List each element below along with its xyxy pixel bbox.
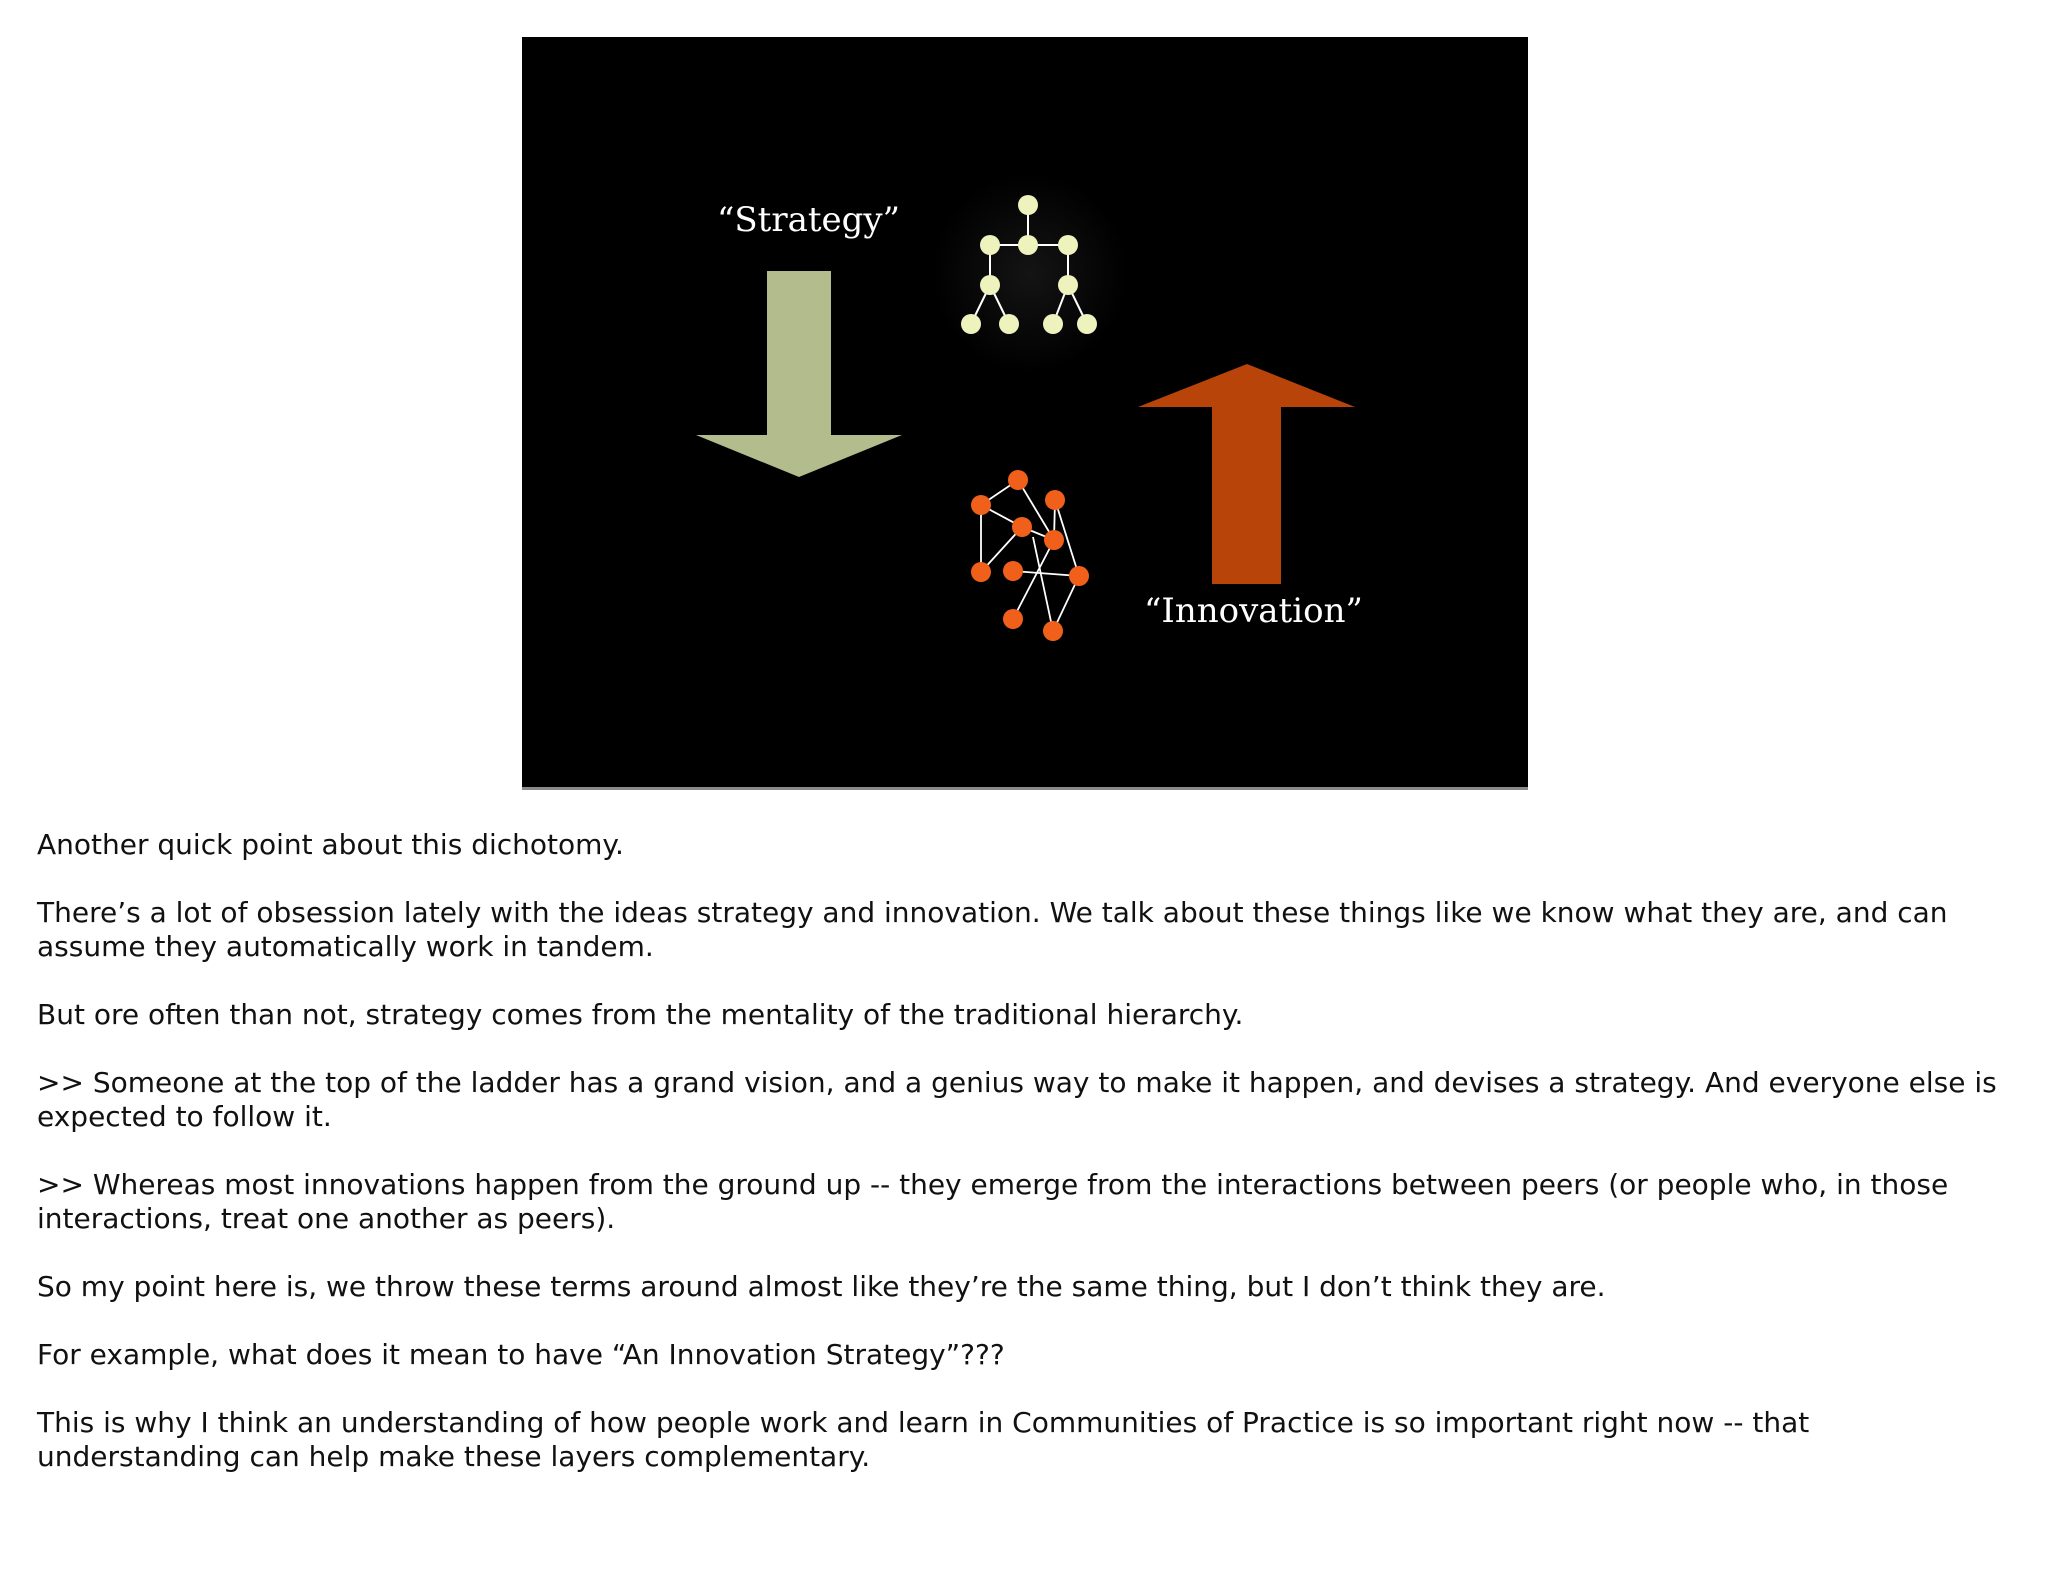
slide-graphics: [522, 37, 1528, 787]
slide: [522, 37, 1528, 790]
notes-paragraph: So my point here is, we throw these terms around almost like they’re the same thing, but I don’t think they are.: [37, 1270, 1606, 1303]
notes-paragraph: For example, what does it mean to have “An Innovation Strategy”???: [37, 1338, 1005, 1371]
hierarchy-tree-icon: [932, 173, 1128, 373]
speaker-notes: [37, 828, 2012, 1508]
notes-paragraph: This is why I think an understanding of how people work and learn in Communities of Practice is so important right now -- that understanding can help make these layers complementary.: [37, 1406, 1810, 1473]
notes-paragraph: There’s a lot of obsession lately with the ideas strategy and innovation. We talk about these things like we know what they are, and can assume they automatically work in tandem.: [37, 896, 1948, 963]
notes-paragraph: But ore often than not, strategy comes from the mentality of the traditional hierarchy.: [37, 998, 1244, 1031]
peer-network-icon: [971, 470, 1089, 641]
notes-paragraph: >> Someone at the top of the ladder has a grand vision, and a genius way to make it happen, and devises a strategy. And everyone else is expected to follow it.: [37, 1066, 1997, 1133]
innovation-label: “Innovation”: [1144, 591, 1363, 631]
notes-paragraph: >> Whereas most innovations happen from the ground up -- they emerge from the interactions between peers (or people who, in those interactions, treat one another as peers).: [37, 1168, 1949, 1235]
up-arrow-icon: [1138, 364, 1355, 584]
notes-paragraph: Another quick point about this dichotomy.: [37, 828, 624, 861]
down-arrow-icon: [696, 271, 902, 477]
strategy-label: “Strategy”: [717, 200, 900, 240]
